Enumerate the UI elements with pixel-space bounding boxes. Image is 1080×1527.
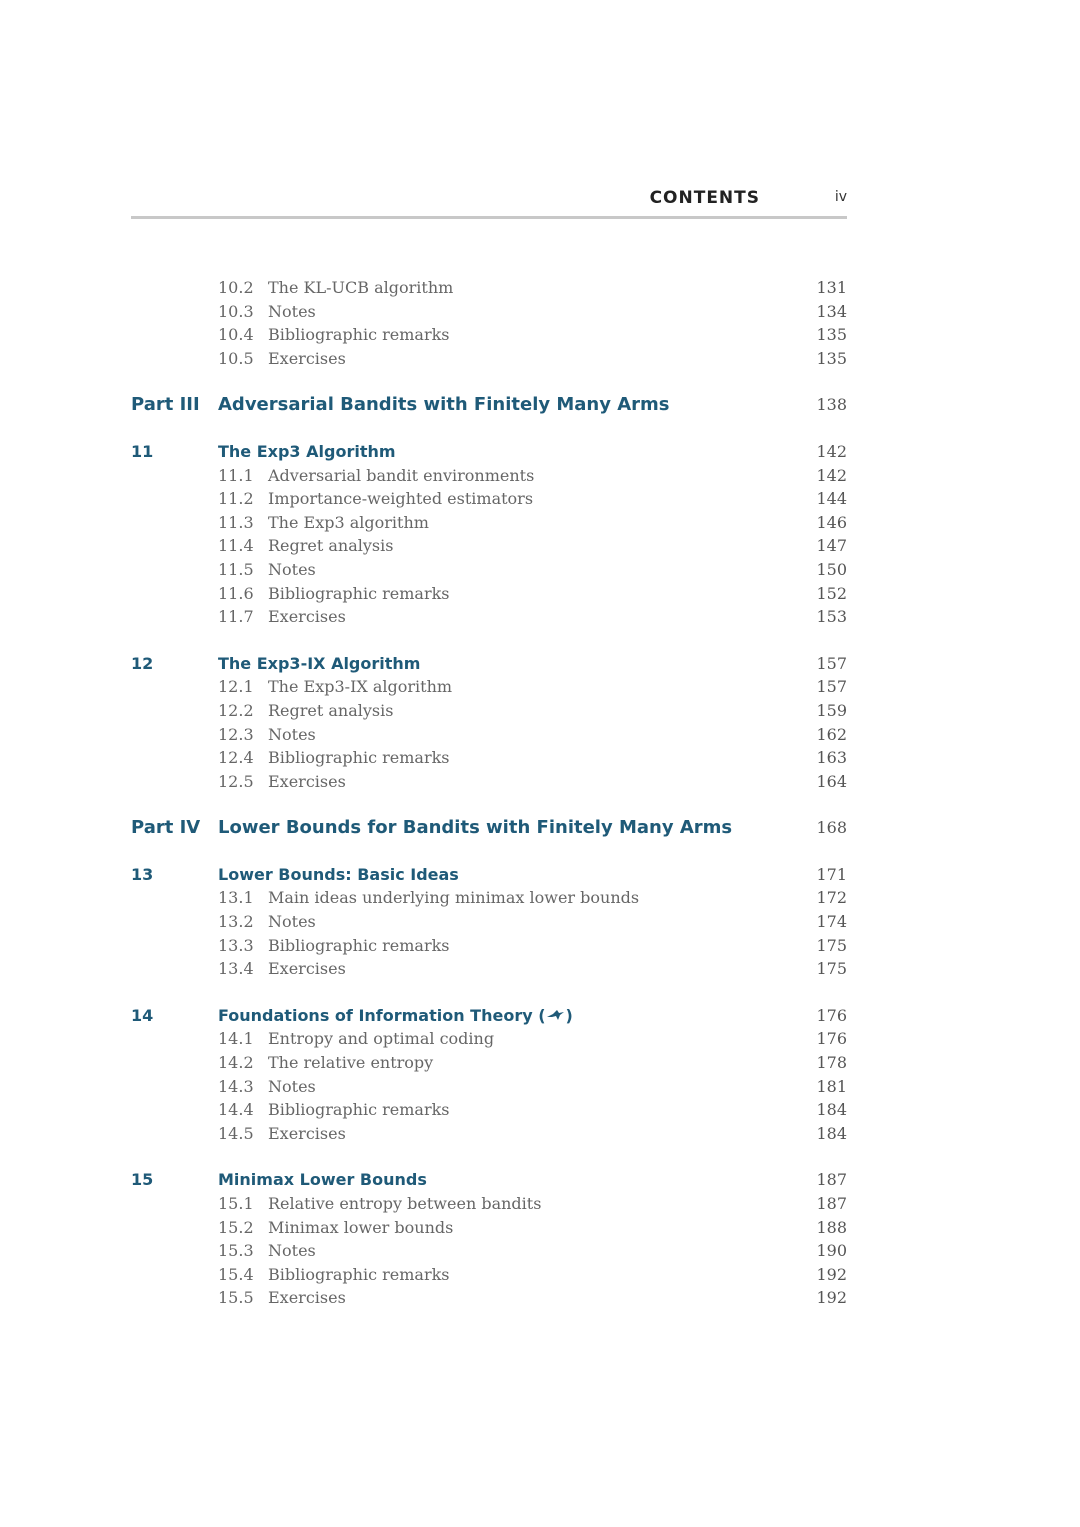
section-number: 14.1 (218, 1029, 254, 1049)
section-number: 13.4 (218, 959, 254, 979)
toc-section[interactable] (131, 699, 847, 723)
section-title: Notes (268, 301, 316, 321)
section-page: 176 (816, 1029, 847, 1049)
toc-part-iii[interactable] (131, 393, 847, 417)
section-number: 11.7 (218, 607, 254, 627)
section-page: 144 (816, 489, 847, 509)
chapter-title-end: ) (565, 1005, 573, 1025)
header-title: CONTENTS (649, 188, 760, 208)
section-number: 12.1 (218, 677, 254, 697)
section-page: 150 (816, 559, 847, 579)
header-page-number: iv (834, 189, 847, 205)
section-title: Exercises (268, 607, 346, 627)
section-number: 12.4 (218, 748, 254, 768)
section-number: 15.4 (218, 1264, 254, 1284)
section-number: 12.5 (218, 771, 254, 791)
section-page: 192 (816, 1288, 847, 1308)
section-number: 11.6 (218, 583, 254, 603)
section-number: 15.2 (218, 1217, 254, 1237)
toc-section[interactable] (131, 1027, 847, 1051)
section-number: 15.5 (218, 1288, 254, 1308)
chapter-page: 157 (816, 653, 847, 673)
section-title: Regret analysis (268, 700, 394, 720)
chapter-page: 176 (816, 1005, 847, 1025)
toc-section[interactable] (131, 1051, 847, 1075)
section-number: 11.4 (218, 536, 254, 556)
part-title: Lower Bounds for Bandits with Finitely Many Arms (218, 817, 733, 839)
section-page: 142 (816, 465, 847, 485)
section-title: Bibliographic remarks (268, 583, 450, 603)
section-title: Notes (268, 1241, 316, 1261)
section-page: 163 (816, 748, 847, 768)
section-number: 15.1 (218, 1194, 254, 1213)
section-title: The Exp3-IX algorithm (268, 677, 453, 697)
section-title: Bibliographic remarks (268, 1264, 450, 1284)
section-title: Notes (268, 559, 316, 579)
chapter-title: Lower Bounds: Basic Ideas (218, 864, 459, 884)
section-title: Minimax lower bounds (268, 1217, 454, 1237)
toc-section[interactable] (131, 910, 847, 934)
toc-chapter-14[interactable] (131, 1004, 847, 1028)
toc-section[interactable] (131, 276, 847, 300)
toc-section[interactable] (131, 1286, 847, 1310)
section-page: 190 (816, 1241, 847, 1261)
section-number: 15.3 (218, 1241, 254, 1261)
section-title: Exercises (268, 771, 346, 791)
section-page: 164 (816, 771, 847, 791)
section-number: 10.2 (218, 278, 254, 297)
section-number: 11.1 (218, 465, 254, 485)
section-number: 14.3 (218, 1076, 254, 1096)
section-title: Notes (268, 1076, 316, 1096)
toc-section[interactable] (131, 957, 847, 981)
part-page: 138 (816, 395, 847, 415)
toc-section[interactable] (131, 1239, 847, 1263)
section-title: The relative entropy (268, 1053, 434, 1073)
section-number: 11.3 (218, 512, 254, 532)
toc-section[interactable] (131, 1192, 847, 1216)
section-title: Exercises (268, 1288, 346, 1308)
chapter-number: 15 (131, 1170, 154, 1190)
chapter-number: 14 (131, 1005, 154, 1025)
section-number: 14.5 (218, 1123, 254, 1143)
section-title: Exercises (268, 959, 346, 979)
section-title: Regret analysis (268, 536, 394, 556)
toc-section[interactable] (131, 723, 847, 747)
chapter-title: The Exp3 Algorithm (218, 441, 396, 461)
section-page: 174 (816, 912, 847, 932)
section-page: 175 (816, 959, 847, 979)
section-title: The Exp3 algorithm (268, 512, 429, 532)
section-page: 147 (816, 536, 847, 556)
section-page: 152 (816, 583, 847, 603)
section-title: Bibliographic remarks (268, 1100, 450, 1120)
toc-chapter-15[interactable] (131, 1168, 847, 1192)
section-page: 159 (816, 700, 847, 720)
toc-section[interactable] (131, 1098, 847, 1122)
toc-section[interactable] (131, 558, 847, 582)
part-page: 168 (816, 818, 847, 838)
section-page: 175 (816, 935, 847, 955)
toc-section[interactable] (131, 934, 847, 958)
toc-section[interactable] (131, 1263, 847, 1287)
toc-section[interactable] (131, 323, 847, 347)
section-number: 14.2 (218, 1053, 254, 1073)
section-number: 10.4 (218, 325, 254, 345)
chapter-number: 11 (131, 441, 154, 461)
section-title: Relative entropy between bandits (268, 1194, 542, 1213)
toc-section[interactable] (131, 675, 847, 699)
chapter-page: 187 (816, 1170, 847, 1190)
toc-section[interactable] (131, 1216, 847, 1240)
chapter-page: 171 (816, 864, 847, 884)
section-title: Bibliographic remarks (268, 935, 450, 955)
section-number: 12.2 (218, 700, 254, 720)
chapter-title: The Exp3-IX Algorithm (218, 653, 421, 673)
section-number: 13.1 (218, 888, 254, 908)
section-number: 11.5 (218, 559, 254, 579)
chapter-number: 12 (131, 653, 154, 673)
toc-chapter-12[interactable] (131, 652, 847, 676)
section-page: 188 (816, 1217, 847, 1237)
section-page: 153 (816, 607, 847, 627)
table-of-contents (131, 276, 847, 1310)
toc-chapter-13[interactable] (131, 863, 847, 887)
part-title: Adversarial Bandits with Finitely Many Arms (218, 394, 670, 416)
section-title: Notes (268, 724, 316, 744)
section-title: Bibliographic remarks (268, 325, 450, 345)
toc-section[interactable] (131, 886, 847, 910)
section-page: 146 (816, 512, 847, 532)
section-number: 10.5 (218, 348, 254, 368)
toc-chapter-11[interactable] (131, 440, 847, 464)
section-page: 187 (816, 1194, 847, 1213)
toc-section[interactable] (131, 582, 847, 606)
section-number: 13.3 (218, 935, 254, 955)
chapter-page: 142 (816, 441, 847, 461)
section-title: Exercises (268, 348, 346, 368)
part-label: Part IV (131, 817, 201, 839)
section-page: 134 (816, 301, 847, 321)
section-title: Importance-weighted estimators (268, 489, 534, 509)
section-title: Main ideas underlying minimax lower bounds (268, 888, 640, 908)
toc-section[interactable] (131, 746, 847, 770)
running-header (131, 188, 847, 214)
section-page: 178 (816, 1053, 847, 1073)
toc-section[interactable] (131, 347, 847, 371)
section-page: 157 (816, 677, 847, 697)
chapter-title: Minimax Lower Bounds (218, 1170, 427, 1190)
chapter-number: 13 (131, 864, 154, 884)
toc-section[interactable] (131, 464, 847, 488)
section-title: Entropy and optimal coding (268, 1029, 495, 1049)
section-title: Bibliographic remarks (268, 748, 450, 768)
toc-section[interactable] (131, 511, 847, 535)
toc-part-iv[interactable] (131, 816, 847, 840)
part-label: Part III (131, 394, 200, 416)
section-number: 11.2 (218, 489, 254, 509)
section-page: 162 (816, 724, 847, 744)
section-title: The KL-UCB algorithm (268, 278, 454, 297)
toc-section[interactable] (131, 300, 847, 324)
section-page: 184 (816, 1100, 847, 1120)
chapter-title (218, 1004, 573, 1028)
section-page: 181 (816, 1076, 847, 1096)
chapter-title-text: Foundations of Information Theory ( (218, 1005, 546, 1025)
toc-section[interactable] (131, 534, 847, 558)
section-title: Notes (268, 912, 316, 932)
section-number: 14.4 (218, 1100, 254, 1120)
section-page: 135 (816, 348, 847, 368)
toc-section[interactable] (131, 1122, 847, 1146)
toc-section[interactable] (131, 605, 847, 629)
section-page: 192 (816, 1264, 847, 1284)
section-page: 131 (816, 278, 847, 297)
header-rule (131, 216, 847, 219)
section-title: Adversarial bandit environments (268, 465, 535, 485)
section-number: 10.3 (218, 301, 254, 321)
section-number: 13.2 (218, 912, 254, 932)
kangaroo-icon (546, 1008, 566, 1022)
section-page: 172 (816, 888, 847, 908)
toc-section[interactable] (131, 1075, 847, 1099)
toc-section[interactable] (131, 770, 847, 794)
section-title: Exercises (268, 1123, 346, 1143)
toc-section[interactable] (131, 487, 847, 511)
section-number: 12.3 (218, 724, 254, 744)
section-page: 184 (816, 1123, 847, 1143)
section-page: 135 (816, 325, 847, 345)
